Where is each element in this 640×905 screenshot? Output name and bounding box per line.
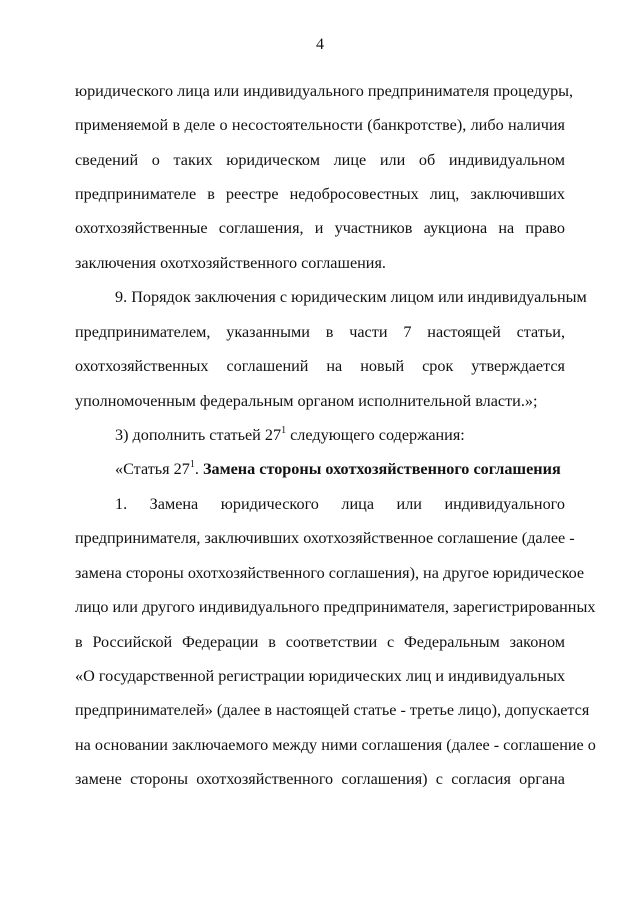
- text-line: лицо или другого индивидуального предпринимателя, зарегистрированных: [75, 598, 596, 616]
- text-line: заключения охотхозяйственного соглашения.: [75, 254, 386, 272]
- amendment-line: [115, 425, 565, 445]
- text-line: замене стороны охотхозяйственного соглашения) с согласия органа: [75, 770, 565, 788]
- text-line: «О государственной регистрации юридических лиц и индивидуальных: [75, 667, 566, 685]
- text-line: замена стороны охотхозяйственного соглашения), на другое юридическое: [75, 564, 585, 582]
- article-heading: [115, 459, 565, 479]
- text-line: уполномоченным федеральным органом исполнительной власти.»;: [75, 392, 538, 410]
- article-title: Замена стороны охотхозяйственного соглашения: [202, 460, 561, 478]
- amendment-text: следующего содержания:: [286, 426, 465, 444]
- text-line: применяемой в деле о несостоятельности (банкротстве), либо наличия: [75, 116, 565, 134]
- superscript: 1: [189, 459, 195, 470]
- text-line: предпринимателей» (далее в настоящей статье - третье лицо), допускается: [75, 701, 590, 719]
- text-line: предпринимателем, указанными в части 7 настоящей статьи,: [75, 323, 565, 341]
- paragraph-1-first-line: 1. Замена юридического лица или индивидуального: [115, 495, 565, 513]
- article-dot: .: [194, 460, 203, 478]
- article-prefix: «Статья 27: [115, 460, 190, 478]
- text-line: сведений о таких юридическом лице или об индивидуальном: [75, 151, 565, 169]
- text-line: юридического лица или индивидуального предпринимателя процедуры,: [75, 82, 574, 100]
- text-line: на основании заключаемого между ними соглашения (далее - соглашение о: [75, 736, 596, 754]
- text-line: охотхозяйственные соглашения, и участников аукциона на право: [75, 219, 565, 237]
- page-number: 4: [316, 36, 324, 53]
- amendment-text: 3) дополнить статьей 27: [115, 426, 282, 444]
- text-line: охотхозяйственных соглашений на новый срок утверждается: [75, 357, 565, 375]
- text-line: предпринимателе в реестре недобросовестных лиц, заключивших: [75, 185, 565, 203]
- text-line: в Российской Федерации в соответствии с Федеральным законом: [75, 633, 565, 651]
- superscript: 1: [281, 425, 287, 436]
- paragraph-9-first-line: 9. Порядок заключения с юридическим лицом или индивидуальным: [115, 288, 587, 306]
- text-line: предпринимателя, заключивших охотхозяйственное соглашение (далее -: [75, 529, 575, 547]
